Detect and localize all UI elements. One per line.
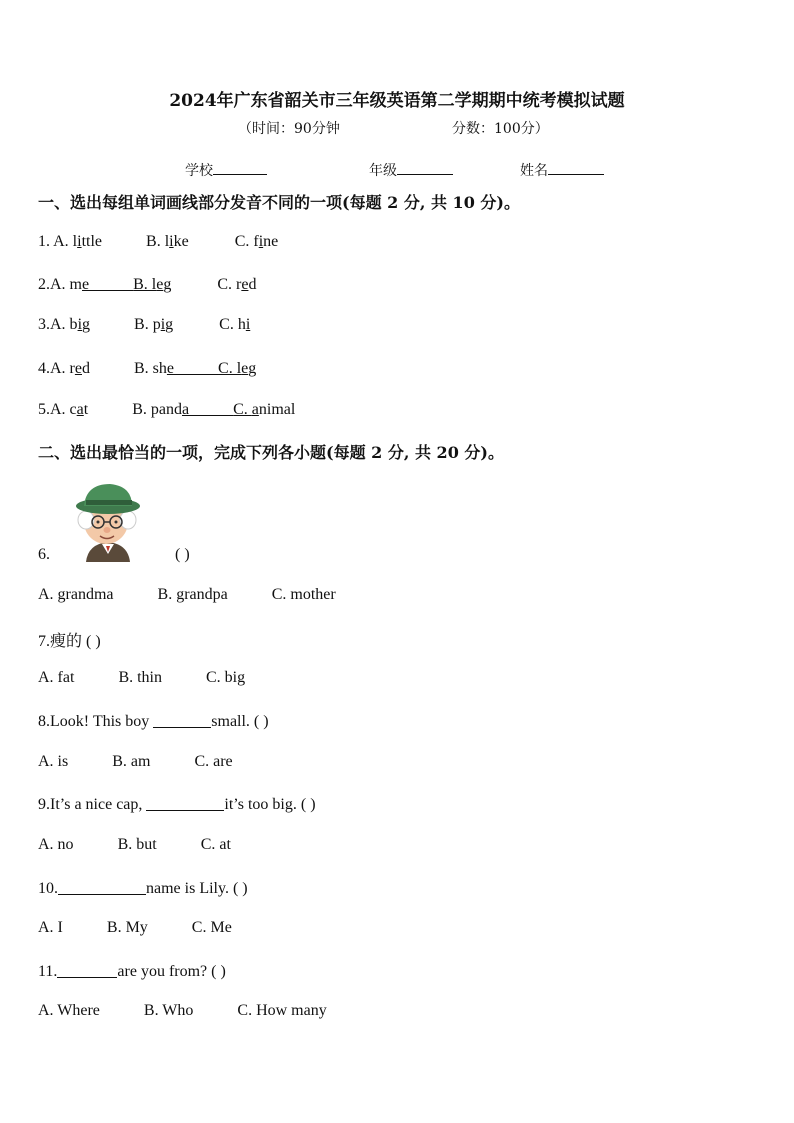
question-1: 1. A. little B. like C. fine	[38, 233, 279, 250]
section1-heading: 一、选出每组单词画线部分发音不同的一项(每题 2 分, 共 10 分)。	[38, 193, 520, 212]
grade-label: 年级	[369, 163, 397, 179]
option-b[interactable]: B. pig	[134, 316, 174, 333]
question-6-answer[interactable]: ( )	[175, 546, 190, 563]
option-a[interactable]: A. no	[38, 836, 74, 853]
question-11-options	[38, 1002, 327, 1020]
option-a[interactable]: A. is	[38, 753, 69, 770]
option-c[interactable]: C. animal	[233, 401, 296, 418]
option-b[interactable]: B. My	[106, 919, 148, 936]
answer-blank[interactable]	[146, 794, 224, 811]
option-c[interactable]: C. red	[217, 276, 257, 293]
question-7: 7.瘦的 ( )	[38, 633, 101, 650]
option-c[interactable]: C. mother	[271, 586, 336, 603]
question-6: 6.	[38, 546, 50, 563]
name-field[interactable]	[520, 160, 604, 180]
option-a[interactable]: A. big	[50, 316, 91, 333]
page-title: 2024年广东省韶关市三年级英语第二学期期中统考模拟试题	[169, 91, 625, 111]
answer-blank[interactable]	[153, 711, 211, 728]
question-8: 8.Look! This boy small. ( )	[38, 713, 269, 730]
option-b[interactable]: B. am	[112, 753, 151, 770]
option-a[interactable]: A. red	[50, 360, 90, 377]
option-b[interactable]: B. but	[117, 836, 157, 853]
option-b[interactable]: B. Who	[143, 1002, 194, 1019]
question-5: 5.A. cat B. panda C. animal	[38, 401, 296, 418]
option-a[interactable]: A. Where	[38, 1002, 100, 1019]
option-c[interactable]: C. hi	[219, 316, 251, 333]
name-label: 姓名	[520, 163, 548, 179]
option-b[interactable]: B. thin	[118, 669, 162, 686]
school-field[interactable]	[185, 160, 267, 180]
option-c[interactable]: C. big	[206, 669, 246, 686]
question-7-options	[38, 669, 245, 687]
question-3: 3.A. big B. pig C. hi	[38, 316, 251, 333]
grandpa-illustration	[66, 478, 150, 562]
exam-score: 分数：100分）	[452, 121, 549, 137]
section2-heading: 二、选出最恰当的一项，完成下列各小题(每题 2 分, 共 20 分)。	[38, 443, 504, 462]
question-6-options	[38, 586, 336, 604]
option-a[interactable]: A. little	[53, 233, 103, 250]
option-b[interactable]: B. grandpa	[157, 586, 228, 603]
school-label: 学校	[185, 163, 213, 179]
option-c[interactable]: C. Me	[191, 919, 232, 936]
option-c[interactable]: C. How many	[237, 1002, 327, 1019]
answer-blank[interactable]	[57, 961, 117, 978]
option-c[interactable]: C. fine	[234, 233, 279, 250]
option-b[interactable]: B. like	[146, 233, 189, 250]
option-a[interactable]: A. grandma	[38, 586, 114, 603]
question-11: 11. are you from? ( )	[38, 963, 226, 980]
question-9: 9.It’s a nice cap, it’s too big. ( )	[38, 796, 316, 813]
question-2: 2.A. me B. leg C. red	[38, 276, 257, 293]
option-b[interactable]: B. leg	[133, 276, 172, 293]
question-10-options	[38, 919, 232, 937]
question-4: 4.A. red B. she C. leg	[38, 360, 257, 377]
option-a[interactable]: A. I	[38, 919, 63, 936]
option-c[interactable]: C. are	[194, 753, 233, 770]
option-a[interactable]: A. cat	[50, 401, 89, 418]
option-c[interactable]: C. leg	[218, 360, 257, 377]
answer-blank[interactable]	[58, 878, 146, 895]
question-9-options	[38, 836, 231, 854]
option-a[interactable]: A. me	[50, 276, 90, 293]
option-b[interactable]: B. she	[134, 360, 175, 377]
option-b[interactable]: B. panda	[132, 401, 190, 418]
option-c[interactable]: C. at	[200, 836, 231, 853]
option-a[interactable]: A. fat	[38, 669, 75, 686]
exam-time: （时间：90分钟	[238, 121, 340, 137]
grade-field[interactable]	[369, 160, 453, 180]
question-8-options	[38, 753, 233, 771]
question-10: 10. name is Lily. ( )	[38, 880, 248, 897]
